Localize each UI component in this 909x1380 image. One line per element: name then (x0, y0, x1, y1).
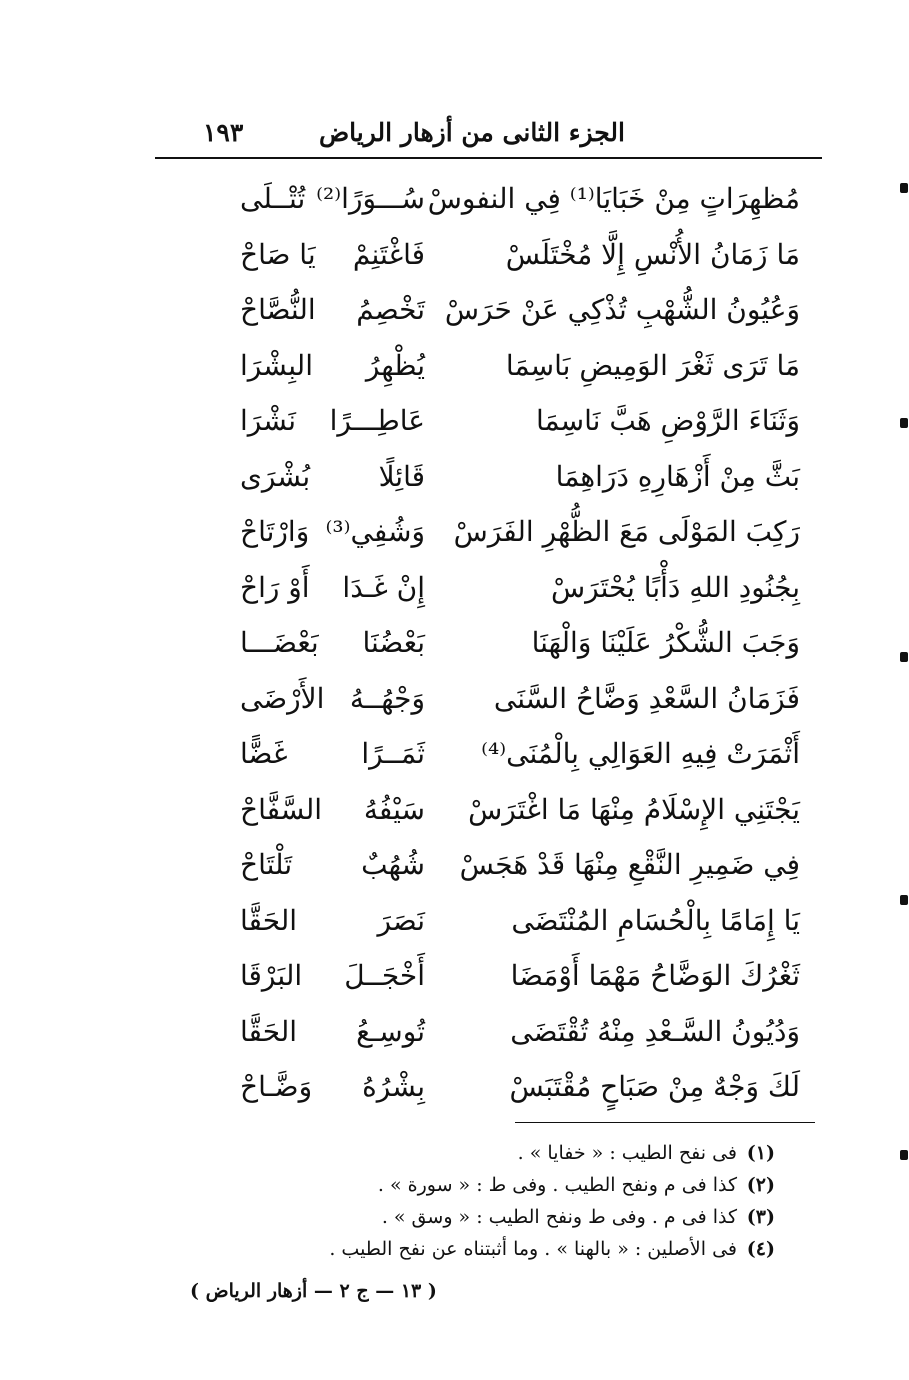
second-hemistich-word: عَاطِـــرًا (329, 404, 425, 437)
second-hemistich-end: غَضًّا (240, 737, 288, 770)
footnote-rule (515, 1122, 815, 1123)
first-hemistich: مُظهِرَاتٍ مِنْ خَبَايَا⁽¹⁾ فِي النفوسْ (427, 182, 800, 215)
first-hemistich: رَكِبَ المَوْلَى مَعَ الظُّهْرِ الفَرَسْ (453, 515, 800, 548)
second-hemistich-word: أَخْجَــلَ (344, 959, 425, 992)
second-hemistich-word: إِنْ غَـدَا (342, 570, 425, 604)
signature-line: ( ١٣ — ج ٢ — أزهار الرياض ) (190, 1280, 437, 1302)
margin-mark (900, 1150, 908, 1160)
footnote-number: (١) (746, 1142, 775, 1164)
first-hemistich: فَزَمَانُ السَّعْدِ وَضَّاحُ السَّنَى (493, 681, 800, 715)
footnote-text: فى نفح الطيب : « خفايا » . (517, 1142, 737, 1164)
verse-line (210, 293, 800, 345)
footnote (300, 1142, 775, 1174)
second-hemistich-end: بَعْضَـــا (240, 626, 319, 659)
second-hemistich-end: بُشْرَى (240, 459, 311, 493)
second-hemistich-end: تُتْــلَى (240, 182, 306, 215)
first-hemistich: وَدُيُونُ السَّـعْدِ مِنْهُ تُقْتَضَى (510, 1014, 800, 1048)
footnote-text: كذا فى م ونفح الطيب . وفى ط : « سورة » . (377, 1174, 737, 1196)
second-hemistich-end: الحَقَّا (240, 1014, 298, 1048)
footnote-number: (٣) (746, 1206, 775, 1228)
second-hemistich-word: تَخْصِمُ (356, 293, 425, 326)
first-hemistich: يَا إِمَامًا بِالْحُسَامِ المُنْتَضَى (511, 903, 800, 937)
second-hemistich-end: تَلْتَاحْ (240, 848, 293, 881)
second-hemistich-word: بِشْرُهُ (362, 1070, 425, 1103)
verse-line (210, 626, 800, 678)
margin-mark (900, 418, 908, 428)
second-hemistich-word: تُوسِـعُ (356, 1014, 425, 1048)
verse-line (210, 848, 800, 900)
footnote-text: كذا فى م . وفى ط ونفح الطيب : « وسق » . (381, 1206, 737, 1228)
second-hemistich-end: البِشْرَا (240, 348, 313, 382)
footnote-number: (٤) (746, 1238, 775, 1260)
second-hemistich-word: وَجْهُــهُ (349, 681, 425, 715)
verse-line (210, 1015, 800, 1067)
second-hemistich-end: يَا صَاحْ (240, 237, 316, 271)
first-hemistich: يَجْتَنِي الإِسْلَامُ مِنْهَا مَا اغْتَرَسْ (468, 792, 800, 826)
verse-line (210, 182, 800, 234)
verse-line (210, 238, 800, 290)
second-hemistich-end: الأَرْضَى (240, 681, 325, 715)
verse-line (210, 460, 800, 512)
second-hemistich-end: البَرْقَا (240, 959, 303, 992)
verse-line (210, 682, 800, 734)
verse-line (210, 515, 800, 567)
verse-line (210, 737, 800, 789)
first-hemistich: أَثْمَرَتْ فِيهِ العَوَالِي بِالْمُنَى⁽⁴⁾ (481, 737, 800, 770)
verse-line (210, 1070, 800, 1122)
second-hemistich-word: شُهُبٌ (361, 848, 425, 881)
second-hemistich-word: وَشُفِي⁽³⁾ (325, 515, 425, 548)
footnote (300, 1238, 775, 1270)
second-hemistich-end: السَّفَّاحْ (240, 792, 323, 826)
second-hemistich-word: فَاغْتَنِمْ (352, 237, 425, 271)
first-hemistich: وَثَنَاءَ الرَّوْضِ هَبَّ نَاسِمَا (535, 404, 800, 437)
first-hemistich: بَثَّ مِنْ أَزْهَارِهِ دَرَاهِمَا (555, 459, 800, 493)
second-hemistich-word: سَيْفُهُ (363, 792, 425, 826)
verse-line (210, 349, 800, 401)
second-hemistich-word: نَصَرَ (377, 903, 425, 937)
first-hemistich: فِي ضَمِيرِ النَّقْعِ مِنْهَا قَدْ هَجَسْ (459, 848, 800, 881)
header-title: الجزء الثانى من أزهار الرياض (318, 118, 625, 147)
verse-line (210, 571, 800, 623)
first-hemistich: مَا زَمَانُ الأُنْسِ إِلَّا مُخْتَلَسْ (505, 237, 800, 271)
second-hemistich-end: وَضَّـاحْ (240, 1070, 313, 1103)
first-hemistich: مَا تَرَى ثَغْرَ الوَمِيضِ بَاسِمَا (505, 348, 800, 382)
first-hemistich: ثَغْرُكَ الوَضَّاحُ مَهْمَا أَوْمَضَا (510, 959, 800, 992)
footnotes (300, 1142, 775, 1270)
verse-line (210, 404, 800, 456)
verse-line (210, 904, 800, 956)
second-hemistich-end: نَشْرَا (240, 404, 296, 437)
second-hemistich-word: بَعْضُنَا (362, 626, 425, 659)
second-hemistich-end: وَارْتَاحْ (240, 515, 310, 548)
first-hemistich: وَجَبَ الشُّكْرُ عَلَيْنَا وَالْهَنَا (531, 626, 800, 659)
second-hemistich-end: أَوْ رَاحْ (240, 570, 310, 604)
second-hemistich-end: الحَقَّا (240, 903, 298, 937)
header-rule (155, 157, 822, 159)
footnote-text: فى الأصلين : « بالهنا » . وما أثبتناه عن نفح الطيب . (329, 1238, 737, 1260)
verse-line (210, 959, 800, 1011)
second-hemistich-word: ثَمَــرًا (361, 737, 425, 770)
footnote-number: (٢) (746, 1174, 775, 1196)
second-hemistich-word: سُـــوَرًا⁽²⁾ (316, 182, 425, 215)
second-hemistich-end: النُّصَّاحْ (240, 293, 316, 326)
first-hemistich: لَكَ وَجْهٌ مِنْ صَبَاحٍ مُقْتَبَسْ (509, 1070, 800, 1103)
footnote (300, 1174, 775, 1206)
margin-mark (900, 895, 908, 905)
first-hemistich: وَعُيُونُ الشُّهْبِ تُذْكِي عَنْ حَرَسْ (444, 293, 800, 326)
verse-line (210, 793, 800, 845)
second-hemistich-word: قَائِلًا (378, 459, 425, 493)
second-hemistich-word: يُظْهِرُ (365, 348, 425, 382)
margin-mark (900, 183, 908, 193)
margin-mark (900, 652, 908, 662)
first-hemistich: بِجُنُودِ اللهِ دَأْبًا يُحْتَرَسْ (550, 570, 800, 604)
footnote (300, 1206, 775, 1238)
running-header (155, 112, 820, 156)
page-number: ١٩٣ (203, 118, 244, 147)
